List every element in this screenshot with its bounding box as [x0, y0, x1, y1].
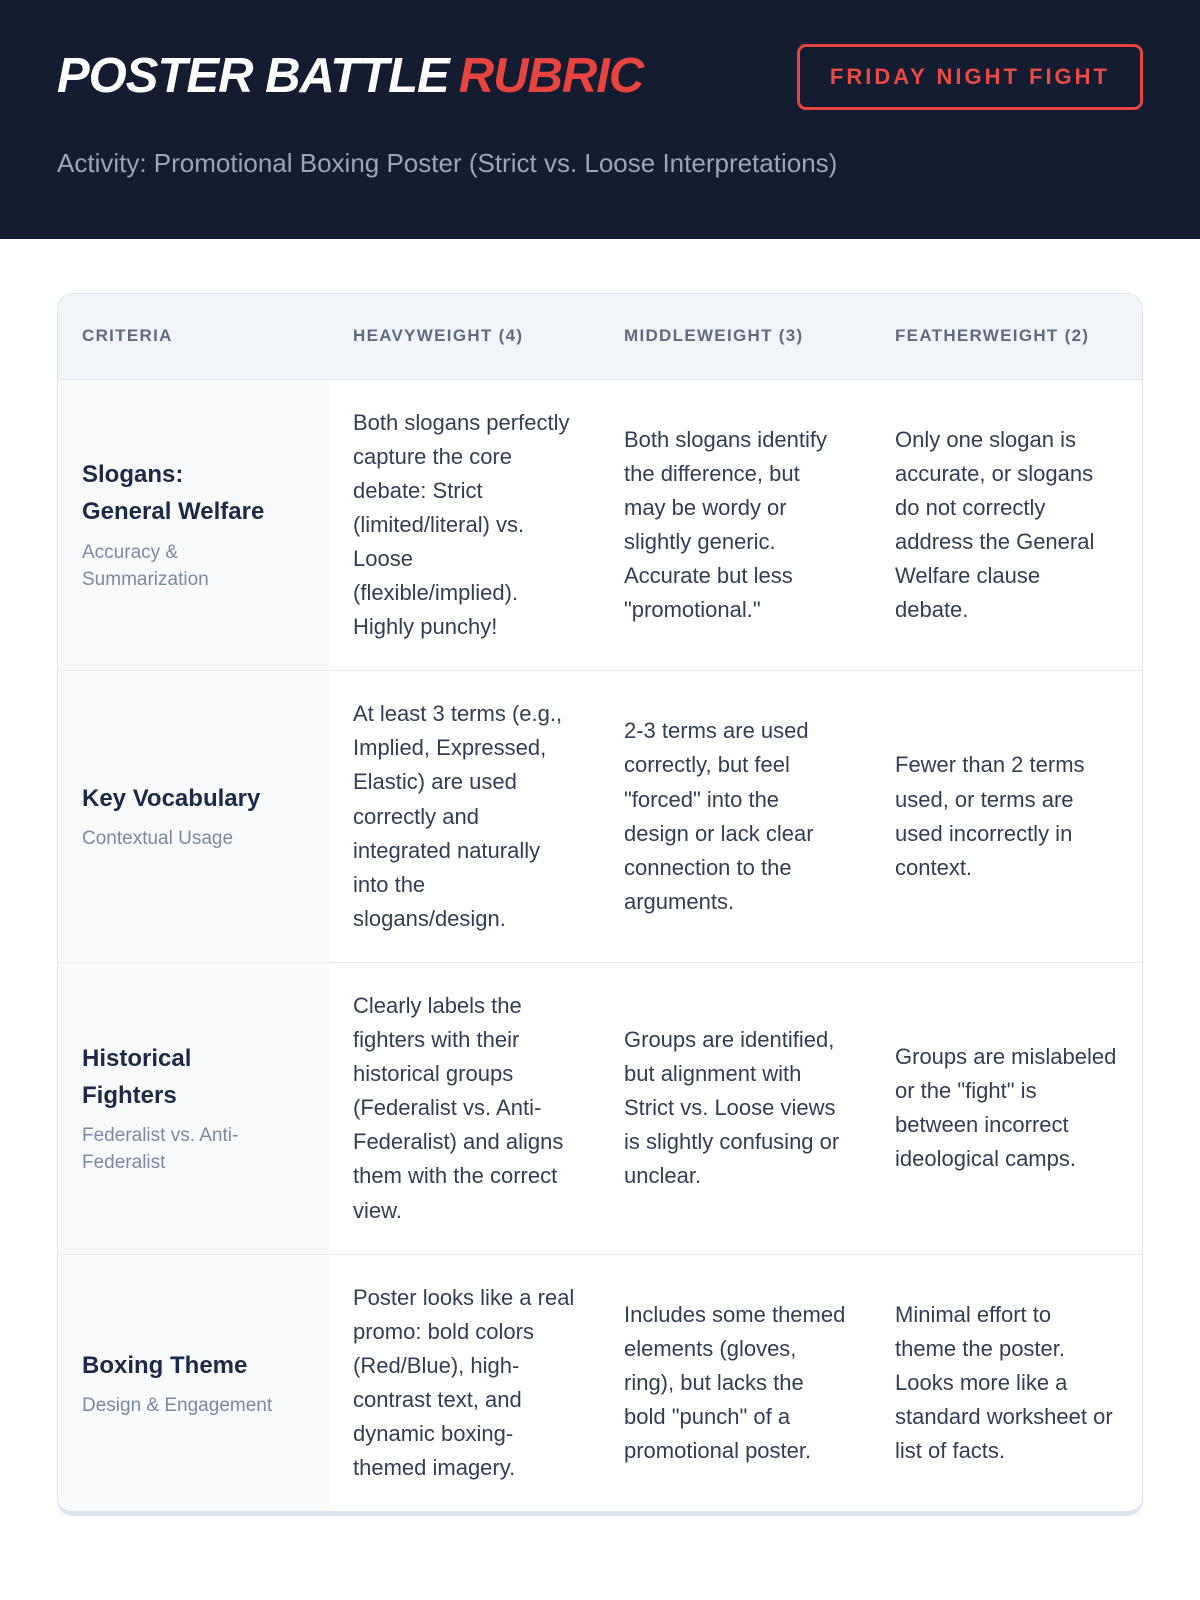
middleweight-cell: Both slogans identify the difference, but may be wordy or slightly generic. Accurate but less "promotional." [624, 426, 828, 623]
page-header [0, 0, 1200, 239]
featherweight-cell: Minimal effort to theme the poster. Looks more like a standard worksheet or list of facts. [895, 1301, 1113, 1464]
table-row [58, 963, 1142, 1255]
main-content [0, 239, 1200, 1522]
featherweight-cell: Fewer than 2 terms used, or terms are used incorrectly in context. [895, 752, 1085, 880]
heavyweight-cell: Clearly labels the fighters with their historical groups (Federalist vs. Anti-Federalist) and aligns them with the correct view. [353, 992, 564, 1223]
event-badge: FRIDAY NIGHT FIGHT [797, 44, 1143, 110]
title-accent: RUBRIC [458, 49, 644, 104]
criterion-subtitle: Design & Engagement [82, 1394, 273, 1416]
table-row [58, 1255, 1142, 1512]
criterion-subtitle: Contextual Usage [82, 828, 234, 850]
criterion-subtitle: Accuracy & Summarization [82, 541, 209, 591]
column-header-middleweight: MIDDLEWEIGHT (3) [624, 326, 804, 345]
middleweight-cell: Includes some themed elements (gloves, ring), but lacks the bold "punch" of a promotional poster. [624, 1301, 846, 1464]
table-body [58, 380, 1142, 1512]
table-row [58, 380, 1142, 672]
featherweight-cell: Groups are mislabeled or the "fight" is between incorrect ideological camps. [895, 1044, 1117, 1172]
criteria-cell [58, 380, 329, 671]
heavyweight-cell: Both slogans perfectly capture the core debate: Strict (limited/literal) vs. Loose (flexible/implied). Highly punchy! [353, 409, 570, 640]
featherweight-cell: Only one slogan is accurate, or slogans do not correctly address the General Welfare clause debate. [895, 426, 1095, 623]
table-row [58, 671, 1142, 963]
activity-subtitle: Activity: Promotional Boxing Poster (Strict vs. Loose Interpretations) [57, 148, 838, 178]
heavyweight-cell: At least 3 terms (e.g., Implied, Expressed, Elastic) are used correctly and integrated naturally into the slogans/design. [353, 701, 563, 931]
criteria-cell [58, 1255, 329, 1512]
table-header-row [58, 294, 1142, 380]
criterion-title: Historical Fighters [82, 1044, 192, 1109]
header-top-row [57, 0, 1143, 110]
column-header-featherweight: FEATHERWEIGHT (2) [895, 326, 1090, 345]
middleweight-cell: Groups are identified, but alignment with Strict vs. Loose views is slightly confusing or unclear. [624, 1027, 840, 1189]
criterion-title: Key Vocabulary [82, 785, 261, 813]
rubric-table [57, 293, 1143, 1516]
page-title [57, 50, 643, 104]
criteria-cell [58, 671, 329, 962]
heavyweight-cell: Poster looks like a real promo: bold colors (Red/Blue), high-contrast text, and dynamic boxing-themed imagery. [353, 1284, 575, 1481]
criteria-cell [58, 963, 329, 1254]
column-header-heavyweight: HEAVYWEIGHT (4) [353, 326, 524, 345]
title-primary: POSTER BATTLE [57, 49, 449, 104]
criterion-title: Slogans: General Welfare [82, 461, 265, 526]
criterion-title: Boxing Theme [82, 1351, 248, 1379]
criterion-subtitle: Federalist vs. Anti-Federalist [82, 1124, 239, 1174]
column-header-criteria: CRITERIA [82, 326, 173, 345]
middleweight-cell: 2-3 terms are used correctly, but feel "forced" into the design or lack clear connection to the arguments. [624, 718, 814, 914]
